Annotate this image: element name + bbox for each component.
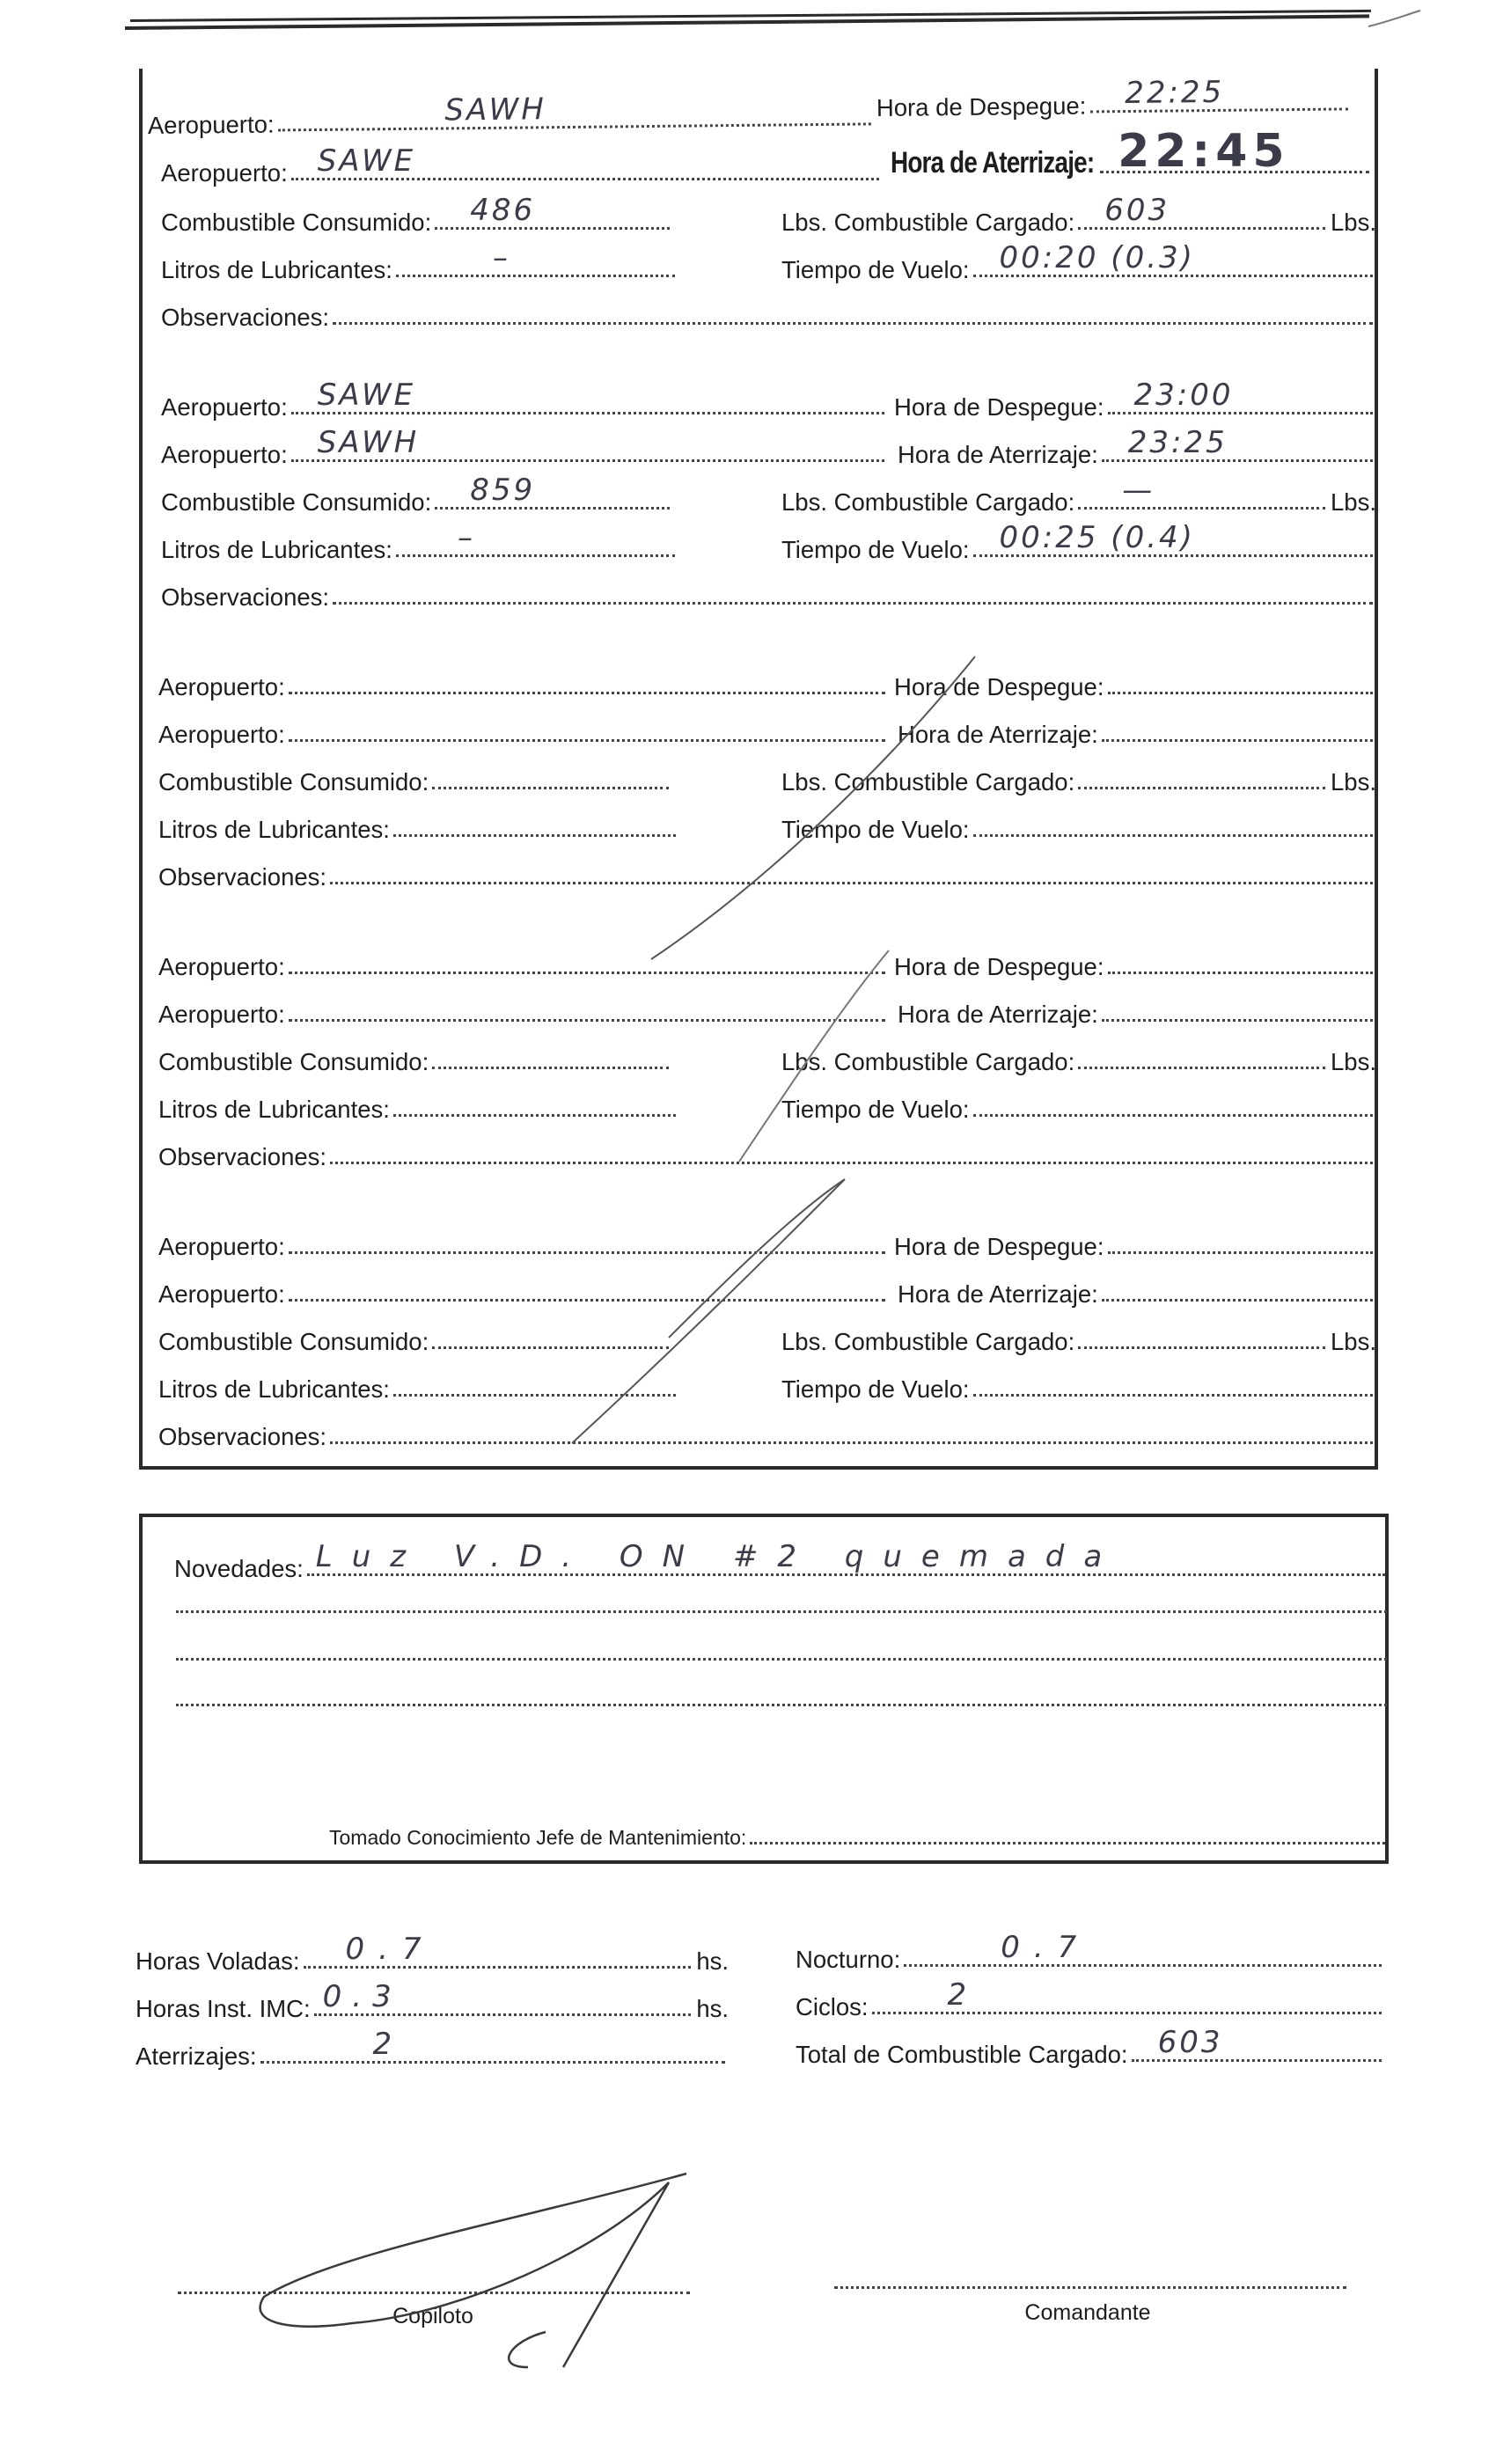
observations-label: Observaciones: bbox=[161, 303, 330, 331]
captain-label: Comandante bbox=[1024, 2300, 1151, 2325]
fuel-consumed-label: Combustible Consumido: bbox=[158, 1047, 429, 1075]
landing-time-row bbox=[898, 425, 1376, 468]
landing-time-label: Hora de Aterrizaje: bbox=[898, 440, 1098, 468]
airport-label: Aeropuerto: bbox=[161, 158, 288, 187]
departure-airport-row bbox=[158, 1220, 889, 1258]
novedades-value[interactable]: Luz V.D. ON #2 quemada bbox=[315, 1539, 1122, 1574]
novedades-row bbox=[174, 1539, 1389, 1582]
fuel-loaded-label: Lbs. Combustible Cargado: bbox=[781, 1327, 1075, 1355]
flight-time-label: Tiempo de Vuelo: bbox=[781, 815, 970, 843]
departure-airport-row bbox=[158, 660, 889, 699]
departure-airport-row bbox=[148, 91, 875, 137]
captain-signature-line[interactable] bbox=[834, 2286, 1346, 2289]
fuel-loaded-value[interactable]: — bbox=[1122, 473, 1155, 508]
landing-time-value[interactable]: 22:45 bbox=[1118, 125, 1290, 178]
fuel-loaded-value[interactable]: 603 bbox=[1104, 193, 1170, 228]
copilot-label: Copiloto bbox=[392, 2304, 473, 2328]
hours-flown-value[interactable]: 0.7 bbox=[345, 1932, 436, 1967]
landing-time-row bbox=[898, 708, 1376, 746]
airport-label: Aeropuerto: bbox=[161, 440, 288, 468]
takeoff-time-label: Hora de Despegue: bbox=[894, 672, 1104, 700]
takeoff-time-label: Hora de Despegue: bbox=[894, 952, 1104, 980]
total-fuel-label: Total de Combustible Cargado: bbox=[796, 2040, 1128, 2068]
lbs-unit: Lbs. bbox=[1331, 767, 1376, 796]
landing-time-row bbox=[891, 125, 1373, 180]
arrival-airport-value[interactable]: SAWE bbox=[317, 143, 416, 179]
airport-label: Aeropuerto: bbox=[161, 392, 288, 421]
hs-unit: hs. bbox=[696, 1947, 729, 1975]
fuel-loaded-row bbox=[781, 195, 1376, 234]
observations-label: Observaciones: bbox=[158, 862, 327, 891]
lubricants-label: Litros de Lubricantes: bbox=[158, 815, 390, 843]
lubricants-row bbox=[161, 520, 678, 563]
lubricants-value[interactable]: – bbox=[492, 240, 510, 275]
hours-flown-label: Horas Voladas: bbox=[136, 1947, 300, 1975]
lubricants-row bbox=[158, 1362, 679, 1401]
observations-label: Observaciones: bbox=[158, 1142, 327, 1170]
lubricants-row bbox=[158, 803, 679, 841]
flight-time-row bbox=[781, 1082, 1376, 1121]
total-fuel-row bbox=[796, 2025, 1385, 2068]
jefe-mantenimiento-row bbox=[329, 1816, 1389, 1848]
takeoff-time-row bbox=[894, 660, 1376, 699]
takeoff-time-label: Hora de Despegue: bbox=[894, 392, 1104, 421]
fuel-consumed-value[interactable]: 859 bbox=[470, 473, 536, 508]
flight-time-row bbox=[781, 240, 1376, 283]
cycles-row bbox=[796, 1977, 1385, 2020]
lbs-unit: Lbs. bbox=[1331, 208, 1376, 236]
lubricants-label: Litros de Lubricantes: bbox=[158, 1095, 390, 1123]
arrival-airport-row bbox=[161, 143, 883, 187]
landing-time-value[interactable]: 23:25 bbox=[1127, 425, 1228, 460]
landings-label: Aterrizajes: bbox=[136, 2042, 257, 2070]
takeoff-time-value[interactable]: 22:25 bbox=[1124, 74, 1225, 112]
fuel-consumed-label: Combustible Consumido: bbox=[158, 767, 429, 796]
fuel-consumed-row bbox=[158, 755, 672, 794]
observations-label: Observaciones: bbox=[158, 1422, 327, 1450]
landings-row bbox=[136, 2029, 729, 2068]
arrival-airport-row bbox=[161, 425, 888, 468]
landing-time-label: Hora de Aterrizaje: bbox=[898, 720, 1098, 748]
airport-label: Aeropuerto: bbox=[158, 720, 285, 748]
lbs-unit: Lbs. bbox=[1331, 1327, 1376, 1355]
copilot-signature bbox=[260, 2174, 686, 2367]
lubricants-row bbox=[158, 1082, 679, 1121]
landing-time-label: Hora de Aterrizaje: bbox=[898, 1280, 1098, 1308]
airport-label: Aeropuerto: bbox=[158, 952, 285, 980]
fuel-loaded-row bbox=[781, 475, 1376, 514]
flight-time-row bbox=[781, 803, 1376, 841]
corner-mark bbox=[1368, 11, 1420, 26]
fuel-consumed-label: Combustible Consumido: bbox=[161, 208, 432, 236]
night-hours-row bbox=[796, 1932, 1385, 1971]
novedades-line-2[interactable] bbox=[176, 1610, 1387, 1613]
copilot-signature-line[interactable] bbox=[178, 2292, 690, 2294]
departure-airport-row bbox=[158, 940, 889, 979]
lubricants-label: Litros de Lubricantes: bbox=[161, 535, 392, 563]
fuel-loaded-label: Lbs. Combustible Cargado: bbox=[781, 208, 1075, 236]
arrival-airport-row bbox=[158, 987, 889, 1026]
total-fuel-value[interactable]: 603 bbox=[1157, 2025, 1223, 2060]
lbs-unit: Lbs. bbox=[1331, 488, 1376, 516]
imc-hours-row bbox=[136, 1979, 729, 2022]
imc-hours-value[interactable]: 0.3 bbox=[322, 1979, 402, 2014]
imc-hours-label: Horas Inst. IMC: bbox=[136, 1994, 311, 2022]
lubricants-label: Litros de Lubricantes: bbox=[161, 255, 392, 283]
landing-time-label: Hora de Aterrizaje: bbox=[898, 1000, 1098, 1028]
fuel-consumed-row bbox=[161, 195, 673, 234]
departure-airport-row bbox=[161, 380, 888, 419]
observations-row bbox=[158, 1130, 1376, 1169]
takeoff-time-label: Hora de Despegue: bbox=[894, 1232, 1104, 1260]
takeoff-time-row bbox=[894, 940, 1376, 979]
flight-time-label: Tiempo de Vuelo: bbox=[781, 1375, 970, 1403]
departure-airport-value[interactable]: SAWE bbox=[317, 378, 416, 413]
novedades-line-4[interactable] bbox=[176, 1704, 1387, 1706]
lubricants-row bbox=[161, 240, 678, 283]
fuel-loaded-label: Lbs. Combustible Cargado: bbox=[781, 767, 1075, 796]
flight-time-label: Tiempo de Vuelo: bbox=[781, 255, 970, 283]
jefe-mantenimiento-label: Tomado Conocimiento Jefe de Mantenimiento: bbox=[329, 1826, 747, 1849]
fuel-consumed-row bbox=[161, 475, 673, 514]
flight-time-label: Tiempo de Vuelo: bbox=[781, 1095, 970, 1123]
night-hours-label: Nocturno: bbox=[796, 1945, 901, 1973]
fuel-consumed-label: Combustible Consumido: bbox=[161, 488, 432, 516]
observations-row bbox=[158, 1410, 1376, 1448]
fuel-consumed-value[interactable]: 486 bbox=[470, 193, 536, 228]
flight-time-value[interactable]: 00:20 (0.3) bbox=[999, 240, 1195, 275]
flight-time-row bbox=[781, 520, 1376, 563]
observations-label: Observaciones: bbox=[161, 583, 330, 611]
hs-unit: hs. bbox=[696, 1994, 729, 2022]
novedades-line-3[interactable] bbox=[176, 1658, 1387, 1661]
fuel-consumed-row bbox=[158, 1315, 672, 1353]
night-hours-value[interactable]: 0.7 bbox=[1001, 1930, 1091, 1965]
fuel-loaded-label: Lbs. Combustible Cargado: bbox=[781, 1047, 1075, 1075]
observations-row bbox=[158, 850, 1376, 889]
airport-label: Aeropuerto: bbox=[158, 1232, 285, 1260]
takeoff-time-row bbox=[894, 1220, 1376, 1258]
landing-time-label: Hora de Aterrizaje: bbox=[891, 146, 1095, 180]
fuel-loaded-row bbox=[781, 1035, 1376, 1074]
cycles-label: Ciclos: bbox=[796, 1992, 869, 2020]
hours-flown-row bbox=[136, 1934, 729, 1973]
airport-label: Aeropuerto: bbox=[158, 1280, 285, 1308]
lubricants-label: Litros de Lubricantes: bbox=[158, 1375, 390, 1403]
fuel-loaded-label: Lbs. Combustible Cargado: bbox=[781, 488, 1075, 516]
airport-label: Aeropuerto: bbox=[147, 109, 275, 139]
fuel-consumed-row bbox=[158, 1035, 672, 1074]
airport-label: Aeropuerto: bbox=[158, 1000, 285, 1028]
landing-time-row bbox=[898, 1267, 1376, 1306]
cycles-value[interactable]: 2 bbox=[947, 1977, 970, 2013]
landing-time-row bbox=[898, 987, 1376, 1026]
landings-value[interactable]: 2 bbox=[372, 2027, 395, 2062]
takeoff-time-label: Hora de Despegue: bbox=[876, 92, 1087, 121]
observations-row bbox=[161, 570, 1376, 609]
fuel-consumed-label: Combustible Consumido: bbox=[158, 1327, 429, 1355]
airport-label: Aeropuerto: bbox=[158, 672, 285, 700]
lubricants-value[interactable]: – bbox=[457, 520, 475, 555]
lbs-unit: Lbs. bbox=[1331, 1047, 1376, 1075]
fuel-loaded-row bbox=[781, 1315, 1376, 1353]
fuel-loaded-row bbox=[781, 755, 1376, 794]
flight-time-row bbox=[781, 1362, 1376, 1401]
arrival-airport-value[interactable]: SAWH bbox=[317, 425, 420, 460]
arrival-airport-row bbox=[158, 708, 889, 746]
arrival-airport-row bbox=[158, 1267, 889, 1306]
takeoff-time-row bbox=[894, 380, 1376, 419]
takeoff-time-row bbox=[876, 76, 1352, 120]
departure-airport-value[interactable]: SAWH bbox=[444, 92, 547, 128]
flight-time-label: Tiempo de Vuelo: bbox=[781, 535, 970, 563]
novedades-label: Novedades: bbox=[174, 1554, 304, 1582]
flight-time-value[interactable]: 00:25 (0.4) bbox=[999, 520, 1195, 555]
observations-row bbox=[161, 290, 1376, 329]
takeoff-time-value[interactable]: 23:00 bbox=[1133, 378, 1234, 413]
